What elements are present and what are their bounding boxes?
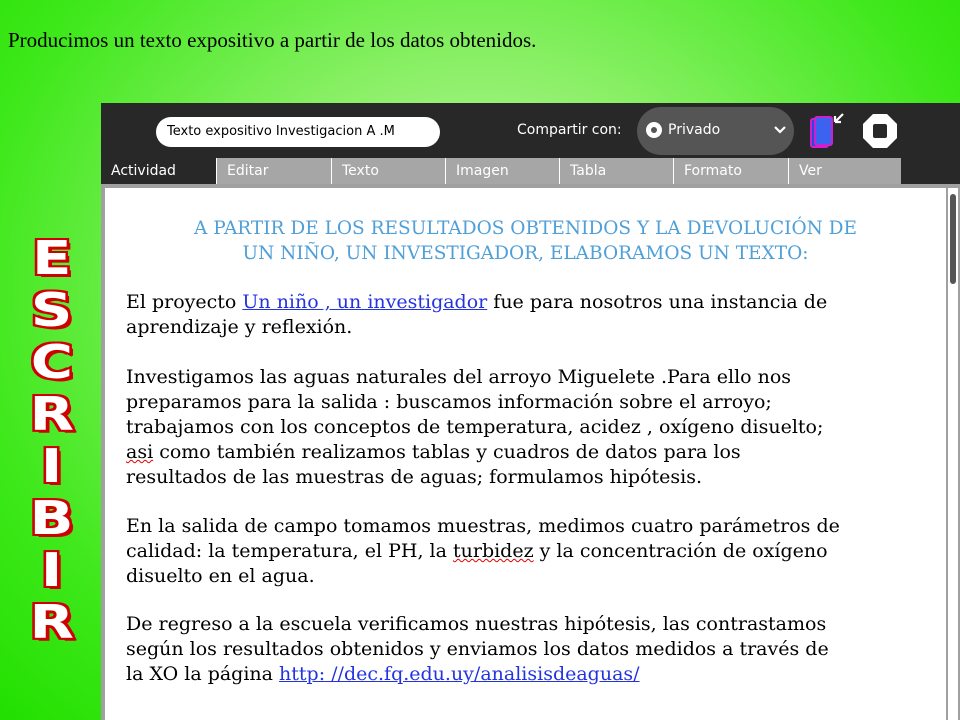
- letter: R: [29, 387, 75, 441]
- text-line: disuelto en el agua.: [126, 565, 315, 587]
- tab-imagen[interactable]: Imagen: [445, 158, 559, 184]
- letter: C: [30, 335, 74, 389]
- letter: B: [30, 491, 74, 545]
- text-line: En la salida de campo tomamos muestras, medimos cuatro parámetros de: [126, 515, 840, 537]
- write-activity-window: [101, 103, 960, 720]
- tab-actividad[interactable]: Actividad: [101, 158, 216, 184]
- letter: R: [29, 595, 75, 649]
- share-dropdown[interactable]: [637, 107, 794, 155]
- document-scrollbar[interactable]: [948, 188, 958, 720]
- tab-tabla[interactable]: Tabla: [559, 158, 673, 184]
- text-run: y la concentración de oxígeno: [533, 540, 828, 562]
- text-line: trabajamos con los conceptos de temperatura, acidez , oxígeno disuelto;: [126, 416, 824, 438]
- tab-editar[interactable]: Editar: [216, 158, 331, 184]
- text-run: El proyecto: [126, 291, 243, 313]
- project-link[interactable]: Un niño , un investigador: [242, 291, 488, 313]
- text-run: calidad: la temperatura, el PH, la: [126, 540, 453, 562]
- text-run: fue para nosotros una instancia de: [487, 291, 828, 313]
- text-line: Investigamos las aguas naturales del arroyo Miguelete .Para ello nos: [126, 366, 792, 388]
- letter: I: [41, 543, 63, 597]
- text-line: resultados de las muestras de aguas; formulamos hipótesis.: [126, 466, 703, 488]
- letter: I: [41, 439, 63, 493]
- privacy-dot-icon: [646, 122, 662, 138]
- text-line: preparamos para la salida : buscamos información sobre el arroyo;: [126, 391, 772, 413]
- letter: E: [32, 231, 72, 285]
- stop-icon[interactable]: [862, 113, 898, 149]
- paragraph-2: [126, 365, 823, 490]
- activity-toolbar: [101, 103, 960, 158]
- text-run: como también realizamos tablas y cuadros de datos para los: [153, 441, 741, 463]
- heading-line: UN NIÑO, UN INVESTIGADOR, ELABORAMOS UN TEXTO:: [242, 243, 809, 264]
- text-line: según los resultados obtenidos y enviamos los datos medidos a través de: [126, 638, 829, 660]
- letter: S: [31, 283, 73, 337]
- paragraph-1: [126, 290, 827, 340]
- misspelled-word: turbidez: [452, 540, 534, 562]
- text-run: la XO la página: [126, 663, 280, 685]
- document-heading: [105, 216, 946, 266]
- vertical-word-escribir: [14, 232, 90, 648]
- toolbar-tabs: [101, 158, 960, 184]
- scroll-thumb[interactable]: [950, 194, 956, 284]
- share-label: Compartir con:: [517, 122, 622, 138]
- tab-texto[interactable]: Texto: [331, 158, 445, 184]
- analisis-link[interactable]: http: //dec.fq.edu.uy/analisisdeaguas/: [279, 663, 640, 685]
- heading-line: A PARTIR DE LOS RESULTADOS OBTENIDOS Y LA DEVOLUCIÓN DE: [193, 218, 858, 239]
- text-line: aprendizaje y reflexión.: [126, 316, 353, 338]
- activity-title-input[interactable]: Texto expositivo Investigacion A .M: [156, 117, 440, 147]
- chevron-down-icon: [773, 120, 787, 144]
- share-dropdown-value: Privado: [668, 122, 721, 138]
- misspelled-word: asi: [126, 441, 154, 463]
- tab-ver[interactable]: Ver: [788, 158, 901, 184]
- paragraph-3: [126, 514, 840, 589]
- document-canvas[interactable]: [105, 188, 946, 720]
- paragraph-4: [126, 612, 829, 687]
- text-line: De regreso a la escuela verificamos nuestras hipótesis, las contrastamos: [126, 613, 827, 635]
- slide-caption: Producimos un texto expositivo a partir de los datos obtenidos.: [8, 28, 537, 52]
- tab-formato[interactable]: Formato: [673, 158, 788, 184]
- journal-icon[interactable]: [807, 111, 847, 151]
